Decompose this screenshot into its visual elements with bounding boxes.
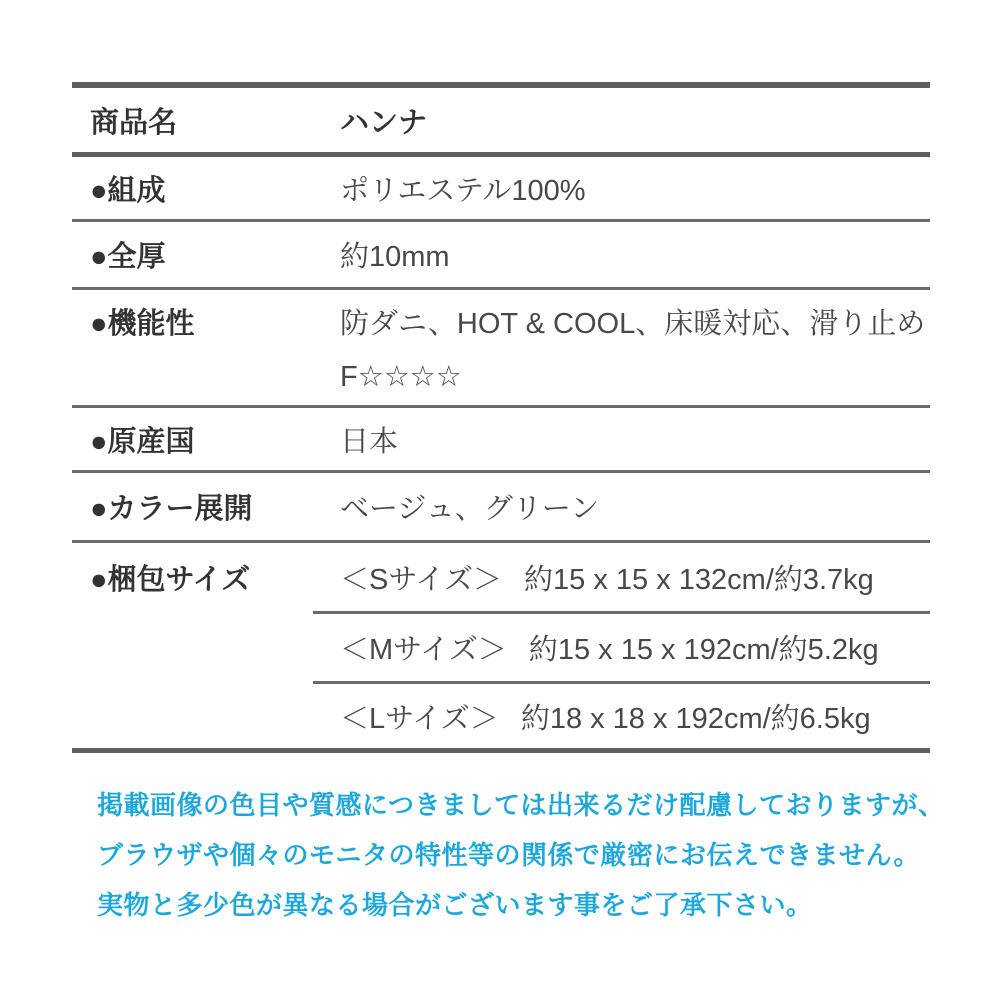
disclaimer-line-2: ブラウザや個々のモニタの特性等の関係で厳密にお伝えできません。 xyxy=(97,840,921,870)
spec-row-composition xyxy=(72,157,930,222)
row-value-product-name: ハンナ xyxy=(340,106,428,139)
spec-row-functionality xyxy=(72,290,930,408)
spec-row-colors xyxy=(72,473,930,543)
row-label-composition: ●組成 xyxy=(90,174,166,207)
size-spec-s: 約15 x 15 x 132cm/約3.7kg xyxy=(524,563,874,596)
row-value-country-of-origin: 日本 xyxy=(340,425,399,458)
row-value-colors: ベージュ、グリーン xyxy=(340,493,600,525)
package-size-row-s xyxy=(313,543,930,614)
functionality-line-1: 防ダニ、HOT & COOL、床暖対応、滑り止め xyxy=(340,308,926,340)
row-value-composition: ポリエステル100% xyxy=(340,174,586,207)
disclaimer-line-3: 実物と多少色が異なる場合がございます事をご了承下さい。 xyxy=(97,890,813,920)
product-spec-table xyxy=(72,82,930,753)
row-label-colors: ●カラー展開 xyxy=(90,493,253,525)
row-label-country-of-origin: ●原産国 xyxy=(90,425,195,458)
spec-row-package-size xyxy=(72,543,930,748)
package-size-row-m xyxy=(313,614,930,684)
package-size-row-l xyxy=(313,684,930,748)
row-value-functionality xyxy=(340,290,930,405)
size-name-l: ＜Lサイズ＞ xyxy=(340,702,499,735)
size-name-m: ＜Mサイズ＞ xyxy=(340,634,507,666)
color-disclaimer-note xyxy=(97,780,944,930)
spec-row-product-name xyxy=(72,88,930,157)
size-spec-l: 約18 x 18 x 192cm/約6.5kg xyxy=(520,702,871,735)
row-value-thickness: 約10mm xyxy=(340,241,450,273)
package-size-list xyxy=(313,543,930,748)
size-spec-m: 約15 x 15 x 192cm/約5.2kg xyxy=(528,634,879,666)
row-label-product-name: 商品名 xyxy=(90,106,178,139)
disclaimer-line-1: 掲載画像の色目や質感につきましては出来るだけ配慮しておりますが、 xyxy=(97,790,945,820)
spec-row-country-of-origin xyxy=(72,408,930,473)
row-label-thickness: ●全厚 xyxy=(90,241,166,273)
row-label-functionality: ●機能性 xyxy=(90,308,195,340)
functionality-line-2: F☆☆☆☆ xyxy=(340,361,462,393)
row-label-package-size: ●梱包サイズ xyxy=(90,563,251,596)
spec-row-thickness xyxy=(72,222,930,290)
size-name-s: ＜Sサイズ＞ xyxy=(340,563,503,596)
